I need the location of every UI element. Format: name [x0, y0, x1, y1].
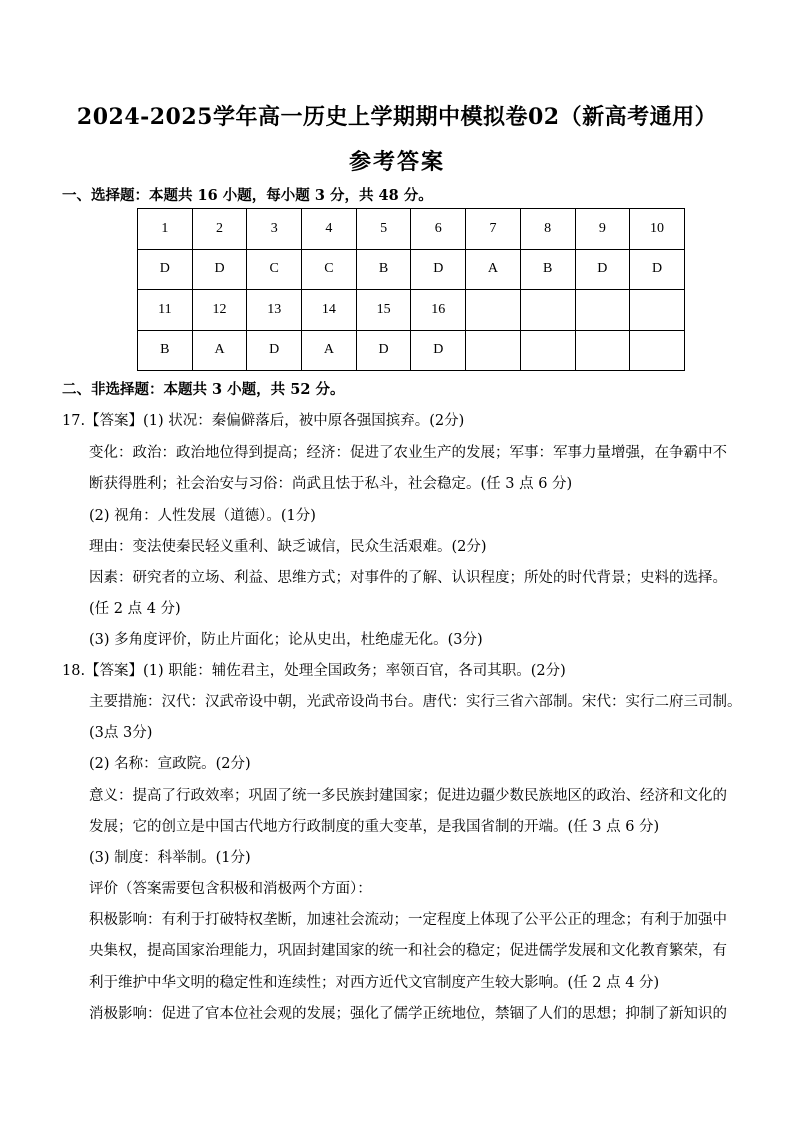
- table-cell: 16: [411, 290, 466, 331]
- table-row: [138, 330, 685, 371]
- answer-line: 变化：政治：政治地位得到提高；经济：促进了农业生产的发展；军事：军事力量增强，在争霸中不: [89, 445, 727, 461]
- table-cell: [575, 290, 630, 331]
- table-cell: 1: [138, 209, 193, 250]
- answer-line: 断获得胜利；社会治安与习俗：尚武且怯于私斗，社会稳定。(任 3 点 6 分): [89, 476, 573, 492]
- table-cell: 7: [466, 209, 521, 250]
- answer-line: 央集权，提高国家治理能力，巩固封建国家的统一和社会的稳定；促进儒学发展和文化教育繁荣，有: [89, 943, 727, 959]
- section-heading-nonchoice: 二、非选择题：本题共 3 小题，共 52 分。: [62, 381, 345, 398]
- table-cell: 10: [630, 209, 685, 250]
- table-cell: 14: [302, 290, 357, 331]
- table-cell: D: [192, 249, 247, 290]
- table-cell: [575, 330, 630, 371]
- table-cell: [520, 330, 575, 371]
- table-cell: 3: [247, 209, 302, 250]
- answer-line: (任 2 点 4 分): [89, 601, 181, 617]
- table-cell: 2: [192, 209, 247, 250]
- table-row: [138, 209, 685, 250]
- table-row: [138, 290, 685, 331]
- table-cell: 15: [356, 290, 411, 331]
- answer-line: 消极影响：促进了官本位社会观的发展；强化了儒学正统地位，禁锢了人们的思想；抑制了新知识的: [89, 1006, 727, 1022]
- answer-line: 17.【答案】(1) 状况：秦偏僻落后，被中原各强国摈弃。(2分): [62, 413, 465, 429]
- answer-line: 理由：变法使秦民轻义重利、缺乏诚信，民众生活艰难。(2分): [89, 539, 487, 555]
- answer-line: 评价（答案需要包含积极和消极两个方面）：: [89, 881, 372, 897]
- table-cell: 12: [192, 290, 247, 331]
- table-cell: 11: [138, 290, 193, 331]
- answer-line: 积极影响：有利于打破特权垄断，加速社会流动；一定程度上体现了公平公正的理念；有利于加强中: [89, 912, 727, 928]
- table-cell: A: [192, 330, 247, 371]
- table-cell: [630, 330, 685, 371]
- answer-line: 主要措施：汉代：汉武帝设中朝，光武帝设尚书台。唐代：实行三省六部制。宋代：实行二府三司制。: [89, 694, 742, 710]
- table-cell: D: [630, 249, 685, 290]
- answer-line: 发展；它的创立是中国古代地方行政制度的重大变革，是我国省制的开端。(任 3 点 6 分): [89, 819, 660, 835]
- table-cell: D: [411, 249, 466, 290]
- table-cell: [466, 290, 521, 331]
- table-cell: [520, 290, 575, 331]
- table-cell: 5: [356, 209, 411, 250]
- table-cell: B: [356, 249, 411, 290]
- answer-line: (2) 视角：人性发展（道德）。(1分): [89, 508, 316, 524]
- table-cell: B: [520, 249, 575, 290]
- table-cell: C: [302, 249, 357, 290]
- table-cell: [630, 290, 685, 331]
- answer-line: 利于维护中华文明的稳定性和连续性；对西方近代文官制度产生较大影响。(任 2 点 4 分): [89, 975, 660, 991]
- table-cell: 4: [302, 209, 357, 250]
- table-cell: B: [138, 330, 193, 371]
- answer-line: 18.【答案】(1) 职能：辅佐君主，处理全国政务；率领百官，各司其职。(2分): [62, 663, 566, 679]
- answer-line: (3点 3分): [89, 725, 153, 741]
- table-cell: A: [466, 249, 521, 290]
- answer-table: [137, 208, 685, 371]
- table-row: [138, 249, 685, 290]
- table-cell: D: [356, 330, 411, 371]
- table-cell: 8: [520, 209, 575, 250]
- section-heading-choice: 一、选择题：本题共 16 小题，每小题 3 分，共 48 分。: [62, 187, 433, 204]
- table-cell: D: [411, 330, 466, 371]
- table-cell: D: [138, 249, 193, 290]
- answer-line: 意义：提高了行政效率；巩固了统一多民族封建国家；促进边疆少数民族地区的政治、经济和文化的: [89, 788, 727, 804]
- table-cell: 13: [247, 290, 302, 331]
- page-subtitle: 参考答案: [348, 149, 445, 175]
- table-cell: D: [575, 249, 630, 290]
- answer-line: (3) 多角度评价，防止片面化；论从史出，杜绝虚无化。(3分): [89, 632, 483, 648]
- answer-line: (2) 名称：宣政院。(2分): [89, 756, 251, 772]
- table-cell: C: [247, 249, 302, 290]
- table-cell: [466, 330, 521, 371]
- table-cell: 6: [411, 209, 466, 250]
- table-cell: D: [247, 330, 302, 371]
- page-title: 2024-2025学年高一历史上学期期中模拟卷02（新高考通用）: [76, 104, 718, 130]
- answer-line: 因素：研究者的立场、利益、思维方式；对事件的了解、认识程度；所处的时代背景；史料的选择。: [89, 570, 727, 586]
- table-cell: 9: [575, 209, 630, 250]
- answer-line: (3) 制度：科举制。(1分): [89, 850, 251, 866]
- table-cell: A: [302, 330, 357, 371]
